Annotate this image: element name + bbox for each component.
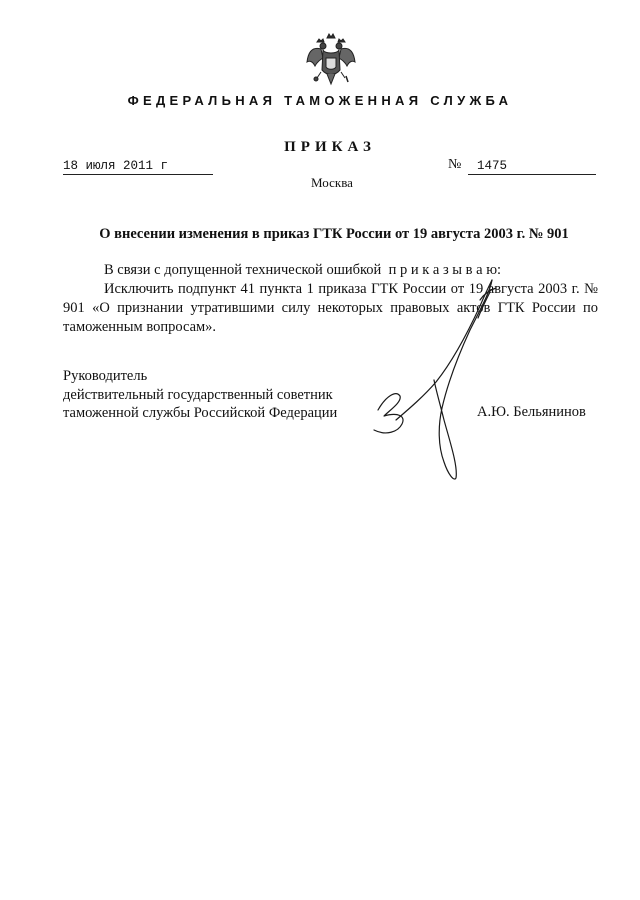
order-number-value: 1475 [477, 159, 508, 173]
position-line: Руководитель [63, 368, 148, 384]
document-title: О внесении изменения в приказ ГТК России от 19 августа 2003 г. № 901 [99, 226, 569, 242]
russian-coat-of-arms-icon [305, 32, 357, 88]
body-directive: Исключить подпункт 41 пункта 1 приказа ГТК России от 19 августа 2003 г. № 901 «О признании утратившими силу некоторых правовых актов ГТК России по таможенным вопросам». [63, 281, 598, 335]
position-line: действительный государственный советник [63, 386, 333, 403]
number-label: № [448, 157, 462, 172]
position-line: таможенной службы Российской Федерации [63, 405, 338, 421]
signer-name: А.Ю. Бельянинов [477, 404, 586, 420]
document-type: ПРИКАЗ [284, 139, 376, 155]
signer-position [63, 367, 337, 423]
order-city: Москва [311, 175, 353, 190]
order-date: 18 июля 2011 г [63, 158, 213, 175]
body-intro: В связи с допущенной технической ошибкой п р и к а з ы в а ю: [104, 262, 502, 278]
order-number [468, 158, 596, 175]
organization-name: ФЕДЕРАЛЬНАЯ ТАМОЖЕННАЯ СЛУЖБА [127, 93, 513, 108]
